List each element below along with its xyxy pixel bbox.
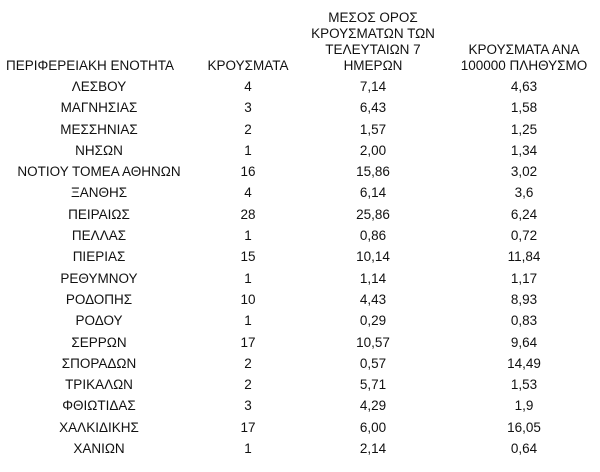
cell-cases: 4	[244, 79, 252, 94]
cell-region: ΞΑΝΘΗΣ	[70, 185, 128, 201]
table-row	[0, 76, 600, 97]
cell-cases: 15	[240, 249, 256, 265]
table-row	[0, 310, 600, 331]
column-header-region	[0, 0, 198, 76]
cell-per100k: 14,49	[507, 355, 541, 371]
table-row	[0, 182, 600, 203]
cell-cases: 17	[240, 334, 256, 350]
cell-average: 7,14	[359, 79, 387, 94]
cell-cases: 2	[244, 121, 252, 137]
cell-region: ΦΘΙΩΤΙΔΑΣ	[62, 398, 136, 414]
cell-average: 0,86	[359, 228, 387, 244]
cell-cases: 3	[244, 100, 252, 116]
table-row	[0, 204, 600, 225]
cell-per100k: 3,02	[510, 164, 538, 180]
cell-region: ΠΕΛΛΑΣ	[71, 228, 127, 244]
cell-per100k: 1,34	[510, 142, 538, 158]
cell-average: 4,43	[359, 291, 387, 307]
table-row	[0, 395, 600, 416]
cell-region: ΠΕΙΡΑΙΩΣ	[68, 206, 130, 222]
table-row	[0, 246, 600, 267]
cell-average: 0,57	[359, 355, 387, 371]
table-row	[0, 140, 600, 161]
cell-region: ΡΟΔΟΠΗΣ	[65, 291, 133, 307]
cell-average: 1,14	[359, 270, 387, 286]
column-header-region-label: ΠΕΡΙΦΕΡΕΙΑΚΗ ΕΝΟΤΗΤΑ	[6, 58, 175, 73]
cell-cases: 1	[244, 270, 252, 286]
cell-cases: 1	[244, 142, 252, 158]
table-row	[0, 374, 600, 395]
cell-region: ΜΕΣΣΗΝΙΑΣ	[60, 121, 138, 137]
table-row	[0, 161, 600, 182]
cell-cases: 4	[244, 185, 252, 201]
cell-per100k: 4,63	[510, 79, 538, 94]
cell-region: ΠΙΕΡΙΑΣ	[72, 249, 126, 265]
cell-per100k: 1,53	[510, 377, 538, 393]
cell-per100k: 1,25	[510, 121, 538, 137]
cell-average: 2,00	[359, 142, 387, 158]
cell-per100k: 1,17	[510, 270, 538, 286]
cell-per100k: 6,24	[510, 206, 538, 222]
cell-per100k: 8,93	[510, 291, 538, 307]
table-row	[0, 225, 600, 246]
cell-average: 2,14	[359, 441, 387, 457]
cell-region: ΤΡΙΚΑΛΩΝ	[65, 377, 133, 393]
table-row	[0, 268, 600, 289]
cell-region: ΜΑΓΝΗΣΙΑΣ	[60, 100, 138, 116]
table-body	[0, 76, 600, 459]
cell-average: 15,86	[356, 164, 390, 180]
cell-region: ΣΕΡΡΩΝ	[71, 334, 127, 350]
cell-cases: 17	[240, 419, 256, 435]
cell-region: ΝΗΣΩΝ	[75, 142, 123, 158]
column-header-per100k-label: ΚΡΟΥΣΜΑΤΑ ΑΝΑ 100000 ΠΛΗΘΥΣΜΟ	[460, 42, 588, 73]
cell-per100k: 0,64	[510, 441, 538, 457]
cell-region: ΝΟΤΙΟΥ ΤΟΜΕΑ ΑΘΗΝΩΝ	[17, 164, 181, 180]
column-header-average-label: ΜΕΣΟΣ ΟΡΟΣ ΚΡΟΥΣΜΑΤΩΝ ΤΩΝ ΤΕΛΕΥΤΑΙΩΝ 7 ΗΜΕΡΩΝ	[311, 10, 435, 73]
cell-region: ΧΑΝΙΩΝ	[73, 441, 125, 457]
cell-cases: 2	[244, 377, 252, 393]
cell-cases: 2	[244, 355, 252, 371]
cell-average: 25,86	[356, 206, 390, 222]
table-row	[0, 97, 600, 118]
table-row	[0, 289, 600, 310]
cell-average: 1,57	[359, 121, 387, 137]
column-header-average	[298, 0, 448, 76]
cell-region: ΣΠΟΡΑΔΩΝ	[61, 355, 137, 371]
cell-per100k: 3,6	[514, 185, 534, 201]
table-row	[0, 332, 600, 353]
cell-per100k: 9,64	[510, 334, 538, 350]
table-row	[0, 438, 600, 459]
cell-per100k: 1,9	[514, 398, 534, 414]
cell-region: ΡΕΘΥΜΝΟΥ	[60, 270, 138, 286]
cell-cases: 1	[244, 313, 252, 329]
cell-per100k: 0,72	[510, 228, 538, 244]
cell-cases: 1	[244, 228, 252, 244]
cell-region: ΧΑΛΚΙΔΙΚΗΣ	[59, 419, 139, 435]
cell-cases: 1	[244, 441, 252, 457]
table-row	[0, 417, 600, 438]
header-row	[0, 0, 600, 76]
cell-average: 4,29	[359, 398, 387, 414]
cell-average: 6,43	[359, 100, 387, 116]
cell-average: 5,71	[359, 377, 387, 393]
cell-cases: 28	[240, 206, 256, 222]
cell-region: ΡΟΔΟΥ	[75, 313, 123, 329]
cell-cases: 3	[244, 398, 252, 414]
table-row	[0, 119, 600, 140]
table-row	[0, 353, 600, 374]
column-header-per100k	[448, 0, 600, 76]
cell-per100k: 1,58	[510, 100, 538, 116]
table-header	[0, 0, 600, 76]
cell-average: 0,29	[359, 313, 387, 329]
cell-average: 10,57	[356, 334, 390, 350]
cell-average: 10,14	[356, 249, 390, 265]
cell-region: ΛΕΣΒΟΥ	[71, 79, 127, 94]
cell-cases: 16	[240, 164, 256, 180]
cell-average: 6,00	[359, 419, 387, 435]
cell-per100k: 11,84	[507, 249, 541, 265]
column-header-cases	[198, 0, 298, 76]
cell-per100k: 16,05	[507, 419, 541, 435]
cell-cases: 10	[240, 291, 256, 307]
column-header-cases-label: ΚΡΟΥΣΜΑΤΑ	[207, 58, 289, 73]
cell-average: 6,14	[359, 185, 387, 201]
cell-per100k: 0,83	[510, 313, 538, 329]
